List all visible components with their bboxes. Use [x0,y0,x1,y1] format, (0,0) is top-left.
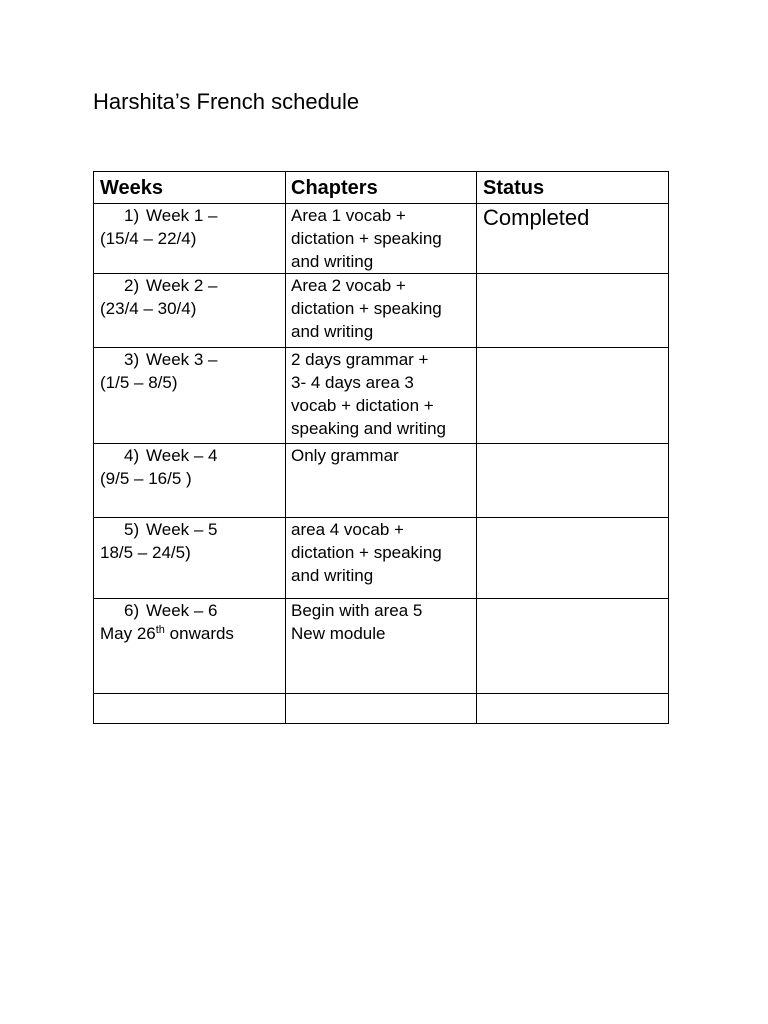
chapters-cell [286,599,477,694]
week-cell [94,348,286,444]
week-label: Week 3 – [146,350,218,369]
chapters-text: Area 2 vocab + dictation + speaking and writing [291,276,442,341]
week-cell [94,274,286,348]
table-row [94,348,669,444]
week-number: 6) [124,601,140,620]
week-number: 2) [124,276,140,295]
chapters-cell [286,694,477,724]
status-cell [477,694,669,724]
week-number: 1) [124,206,140,225]
table-header-row [94,172,669,204]
week-heading [100,599,280,622]
week-heading [100,444,280,467]
table-row [94,518,669,599]
week-cell [94,599,286,694]
week-number: 3) [124,350,140,369]
chapters-text: Area 1 vocab + dictation + speaking and writing [291,206,442,271]
week-number: 4) [124,446,140,465]
week-cell [94,694,286,724]
chapters-cell [286,274,477,348]
document-title: Harshita’s French schedule [93,89,360,114]
chapters-text: Only grammar [291,446,399,465]
header-status: Status [477,172,669,204]
chapters-cell [286,444,477,518]
table-row [94,599,669,694]
table-row-empty [94,694,669,724]
table-row [94,444,669,518]
status-text: Completed [483,205,590,230]
chapters-text: 2 days grammar + 3- 4 days area 3 vocab + dictation + speaking and writing [291,350,446,438]
chapters-cell [286,348,477,444]
week-dates-tail: onwards [169,624,234,643]
chapters-text: Begin with area 5 New module [291,601,423,643]
week-cell [94,518,286,599]
chapters-cell [286,518,477,599]
status-cell [477,518,669,599]
chapters-text: area 4 vocab + dictation + speaking and writing [291,520,442,585]
status-cell [477,204,669,274]
week-dates: (9/5 – 16/5 ) [100,469,192,488]
schedule-table [93,171,669,724]
week-cell [94,204,286,274]
week-heading [100,518,280,541]
week-heading [100,204,280,227]
table-row [94,204,669,274]
week-label: Week – 6 [146,601,218,620]
week-dates-day: May 26 [100,624,156,643]
week-label: Week 1 – [146,206,218,225]
status-cell [477,348,669,444]
week-dates: (23/4 – 30/4) [100,299,197,318]
week-cell [94,444,286,518]
chapters-cell [286,204,477,274]
week-dates: 18/5 – 24/5) [100,543,191,562]
ordinal-suffix: th [155,624,165,636]
status-cell [477,444,669,518]
week-label: Week – 4 [146,446,218,465]
status-cell [477,599,669,694]
week-label: Week 2 – [146,276,218,295]
week-dates: (15/4 – 22/4) [100,229,197,248]
header-weeks: Weeks [94,172,286,204]
week-heading [100,274,280,297]
week-heading [100,348,280,371]
week-label: Week – 5 [146,520,218,539]
week-number: 5) [124,520,140,539]
header-chapters: Chapters [286,172,477,204]
week-dates: (1/5 – 8/5) [100,373,178,392]
week-dates [100,622,280,645]
status-cell [477,274,669,348]
table-row [94,274,669,348]
